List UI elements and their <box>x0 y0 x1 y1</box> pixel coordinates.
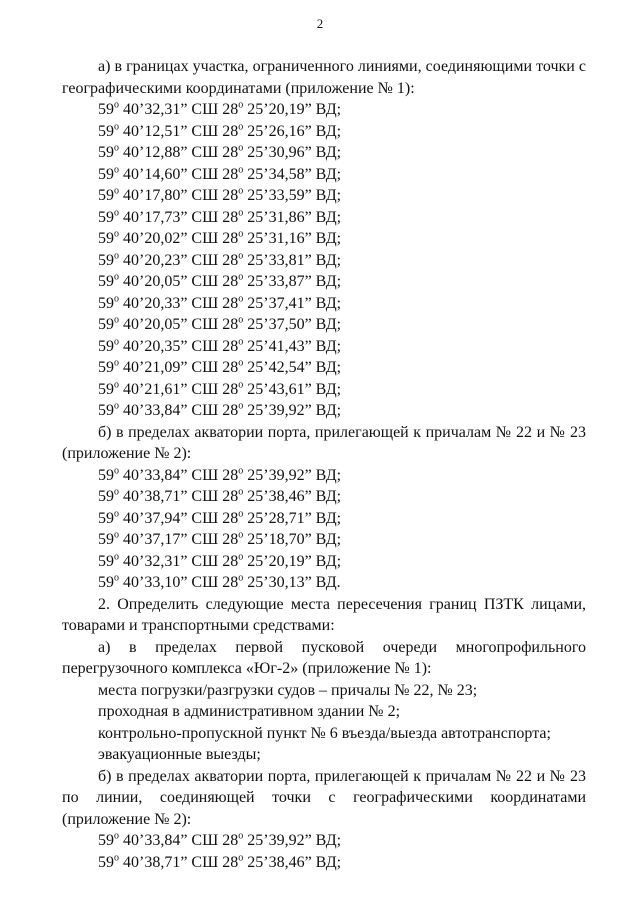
lon-remainder: 25’20,19” ВД; <box>243 552 342 570</box>
lat-remainder: 40’20,35” СШ 28 <box>119 337 239 355</box>
lat-remainder: 40’20,05” СШ 28 <box>119 273 239 290</box>
paragraph-a: а) в границах участка, ограниченного линиями, соединяющими точки с географическими координатами (приложение № 1): <box>62 58 586 97</box>
degree-sign: o <box>114 508 119 520</box>
coordinate-line <box>62 142 586 164</box>
degree-sign: o <box>238 142 244 154</box>
degree-sign: o <box>114 551 119 563</box>
lon-remainder: 25’38,46” ВД; <box>243 853 342 871</box>
coordinate-line <box>62 228 586 250</box>
degree-sign: o <box>114 250 119 262</box>
coordinate-line <box>62 551 586 573</box>
degree-sign: o <box>114 228 119 240</box>
degree-sign: o <box>238 486 244 498</box>
degree-sign: o <box>238 551 244 563</box>
crossing-places-list <box>62 680 586 766</box>
coordinate-line <box>62 852 586 874</box>
degree-sign: o <box>238 164 244 176</box>
lon-remainder: 25’33,87” ВД; <box>243 273 342 290</box>
degree-sign: o <box>238 357 244 369</box>
lon-remainder: 25’34,58” ВД; <box>243 165 342 183</box>
degree-sign: o <box>114 830 119 842</box>
lat-remainder: 40’32,31” СШ 28 <box>119 552 239 570</box>
lon-remainder: 25’37,50” ВД; <box>243 316 342 333</box>
lat-remainder: 40’12,88” СШ 28 <box>119 144 239 161</box>
lat-remainder: 40’38,71” СШ 28 <box>119 853 239 871</box>
coordinate-line <box>62 314 586 336</box>
lat-degrees: 59 <box>98 853 114 871</box>
degree-sign: o <box>238 228 244 240</box>
coordinate-line <box>62 486 586 508</box>
coordinate-line <box>62 293 586 315</box>
lat-degrees: 59 <box>98 230 114 247</box>
degree-sign: o <box>114 164 119 176</box>
coordinate-line <box>62 207 586 229</box>
lon-remainder: 25’39,92” ВД; <box>243 466 342 484</box>
lat-degrees: 59 <box>98 402 114 419</box>
degree-sign: o <box>114 465 119 477</box>
crossing-place-item: контрольно-пропускной пункт № 6 въезда/выезда автотранспорта; <box>98 724 551 742</box>
lat-remainder: 40’21,61” СШ 28 <box>119 380 239 398</box>
lon-remainder: 25’33,81” ВД; <box>243 251 342 269</box>
lat-degrees: 59 <box>98 531 114 548</box>
lat-remainder: 40’37,17” СШ 28 <box>119 531 239 548</box>
coordinate-line <box>62 271 586 293</box>
lon-remainder: 25’37,41” ВД; <box>243 294 342 312</box>
coordinate-line <box>62 336 586 358</box>
lat-remainder: 40’37,94” СШ 28 <box>119 509 239 527</box>
lat-degrees: 59 <box>98 251 114 269</box>
degree-sign: o <box>238 207 244 219</box>
degree-sign: o <box>238 465 244 477</box>
lat-remainder: 40’33,84” СШ 28 <box>119 832 239 849</box>
lat-degrees: 59 <box>98 509 114 527</box>
degree-sign: o <box>114 357 119 369</box>
lon-remainder: 25’43,61” ВД; <box>243 380 342 398</box>
degree-sign: o <box>238 379 244 391</box>
degree-sign: o <box>238 336 244 348</box>
paragraph-2b: б) в пределах акватории порта, прилегающей к причалам № 22 и № 23 по линии, соединяющей точки с географическими координатами (приложение № 2): <box>62 767 586 828</box>
lat-degrees: 59 <box>98 165 114 183</box>
lat-degrees: 59 <box>98 316 114 333</box>
degree-sign: o <box>238 852 244 864</box>
degree-sign: o <box>238 250 244 262</box>
degree-sign: o <box>238 271 244 283</box>
coordinate-line <box>62 250 586 272</box>
coordinate-list-a <box>62 99 586 422</box>
degree-sign: o <box>238 508 244 520</box>
lon-remainder: 25’18,70” ВД; <box>243 531 342 548</box>
lat-degrees: 59 <box>98 552 114 570</box>
coordinate-line <box>62 164 586 186</box>
coordinate-line <box>62 830 586 852</box>
degree-sign: o <box>114 185 119 197</box>
lat-degrees: 59 <box>98 574 114 591</box>
degree-sign: o <box>114 336 119 348</box>
degree-sign: o <box>238 572 244 584</box>
degree-sign: o <box>114 293 119 305</box>
coordinate-line <box>62 121 586 143</box>
lat-degrees: 59 <box>98 380 114 398</box>
page-number: 2 <box>316 16 324 31</box>
degree-sign: o <box>114 400 119 412</box>
lat-remainder: 40’33,10” СШ 28 <box>119 574 239 591</box>
lon-remainder: 25’31,86” ВД; <box>243 208 342 226</box>
lat-remainder: 40’20,23” СШ 28 <box>119 251 239 269</box>
lat-remainder: 40’21,09” СШ 28 <box>119 359 239 376</box>
coordinate-line <box>62 572 586 594</box>
coordinate-line <box>62 508 586 530</box>
lat-remainder: 40’33,84” СШ 28 <box>119 466 239 484</box>
degree-sign: o <box>238 99 244 111</box>
lon-remainder: 25’42,54” ВД; <box>243 359 342 376</box>
lat-degrees: 59 <box>98 273 114 290</box>
degree-sign: o <box>114 121 119 133</box>
lat-degrees: 59 <box>98 187 114 204</box>
lon-remainder: 25’31,16” ВД; <box>243 230 342 247</box>
lon-remainder: 25’38,46” ВД; <box>243 488 342 505</box>
degree-sign: o <box>114 99 119 111</box>
lat-remainder: 40’32,31” СШ 28 <box>119 101 239 118</box>
lat-remainder: 40’20,33” СШ 28 <box>119 294 239 312</box>
coordinate-list-b <box>62 465 586 594</box>
lat-degrees: 59 <box>98 101 114 118</box>
coordinate-line <box>62 379 586 401</box>
lon-remainder: 25’39,92” ВД; <box>243 832 342 849</box>
lat-degrees: 59 <box>98 337 114 355</box>
document-body <box>62 56 586 873</box>
degree-sign: o <box>114 314 119 326</box>
lat-remainder: 40’14,60” СШ 28 <box>119 165 239 183</box>
degree-sign: o <box>114 207 119 219</box>
degree-sign: o <box>114 572 119 584</box>
lat-remainder: 40’17,80” СШ 28 <box>119 187 239 204</box>
degree-sign: o <box>114 529 119 541</box>
lat-remainder: 40’20,05” СШ 28 <box>119 316 239 333</box>
lat-remainder: 40’17,73” СШ 28 <box>119 208 239 226</box>
degree-sign: o <box>238 529 244 541</box>
lat-degrees: 59 <box>98 208 114 226</box>
degree-sign: o <box>238 293 244 305</box>
coordinate-line <box>62 357 586 379</box>
lat-degrees: 59 <box>98 122 114 140</box>
lon-remainder: 25’30,96” ВД; <box>243 144 342 161</box>
lon-remainder: 25’33,59” ВД; <box>243 187 342 204</box>
crossing-place-item: эвакуационные выезды; <box>98 746 261 763</box>
degree-sign: o <box>114 486 119 498</box>
crossing-place-item: проходная в административном здании № 2; <box>98 703 401 720</box>
lat-degrees: 59 <box>98 832 114 849</box>
degree-sign: o <box>114 852 119 864</box>
lat-degrees: 59 <box>98 466 114 484</box>
coordinate-line <box>62 99 586 121</box>
lon-remainder: 25’28,71” ВД; <box>243 509 342 527</box>
lat-remainder: 40’33,84” СШ 28 <box>119 402 239 419</box>
degree-sign: o <box>238 400 244 412</box>
lat-degrees: 59 <box>98 144 114 161</box>
paragraph-2a: а) в пределах первой пусковой очереди многопрофильного перегрузочного комплекса «Юг-2» (приложение № 1): <box>62 638 586 677</box>
lat-remainder: 40’38,71” СШ 28 <box>119 488 239 505</box>
lat-remainder: 40’12,51” СШ 28 <box>119 122 239 140</box>
degree-sign: o <box>238 314 244 326</box>
degree-sign: o <box>114 142 119 154</box>
degree-sign: o <box>238 121 244 133</box>
lat-degrees: 59 <box>98 359 114 376</box>
degree-sign: o <box>114 271 119 283</box>
coordinate-line <box>62 400 586 422</box>
crossing-place-item: места погрузки/разгрузки судов – причалы № 22, № 23; <box>98 681 478 699</box>
coordinate-list-2b <box>62 830 586 873</box>
lat-degrees: 59 <box>98 488 114 505</box>
degree-sign: o <box>238 830 244 842</box>
paragraph-2: 2. Определить следующие места пересечения границ ПЗТК лицами, товарами и транспортными средствами: <box>62 595 586 634</box>
lon-remainder: 25’26,16” ВД; <box>243 122 342 140</box>
lon-remainder: 25’39,92” ВД; <box>243 402 342 419</box>
lon-remainder: 25’41,43” ВД; <box>243 337 342 355</box>
lon-remainder: 25’30,13” ВД. <box>243 574 341 591</box>
lat-remainder: 40’20,02” СШ 28 <box>119 230 239 247</box>
lat-degrees: 59 <box>98 294 114 312</box>
degree-sign: o <box>238 185 244 197</box>
coordinate-line <box>62 465 586 487</box>
degree-sign: o <box>114 379 119 391</box>
coordinate-line <box>62 529 586 551</box>
paragraph-b: б) в пределах акватории порта, прилегающей к причалам № 22 и № 23 (приложение № 2): <box>62 423 586 462</box>
lon-remainder: 25’20,19” ВД; <box>243 101 342 118</box>
coordinate-line <box>62 185 586 207</box>
